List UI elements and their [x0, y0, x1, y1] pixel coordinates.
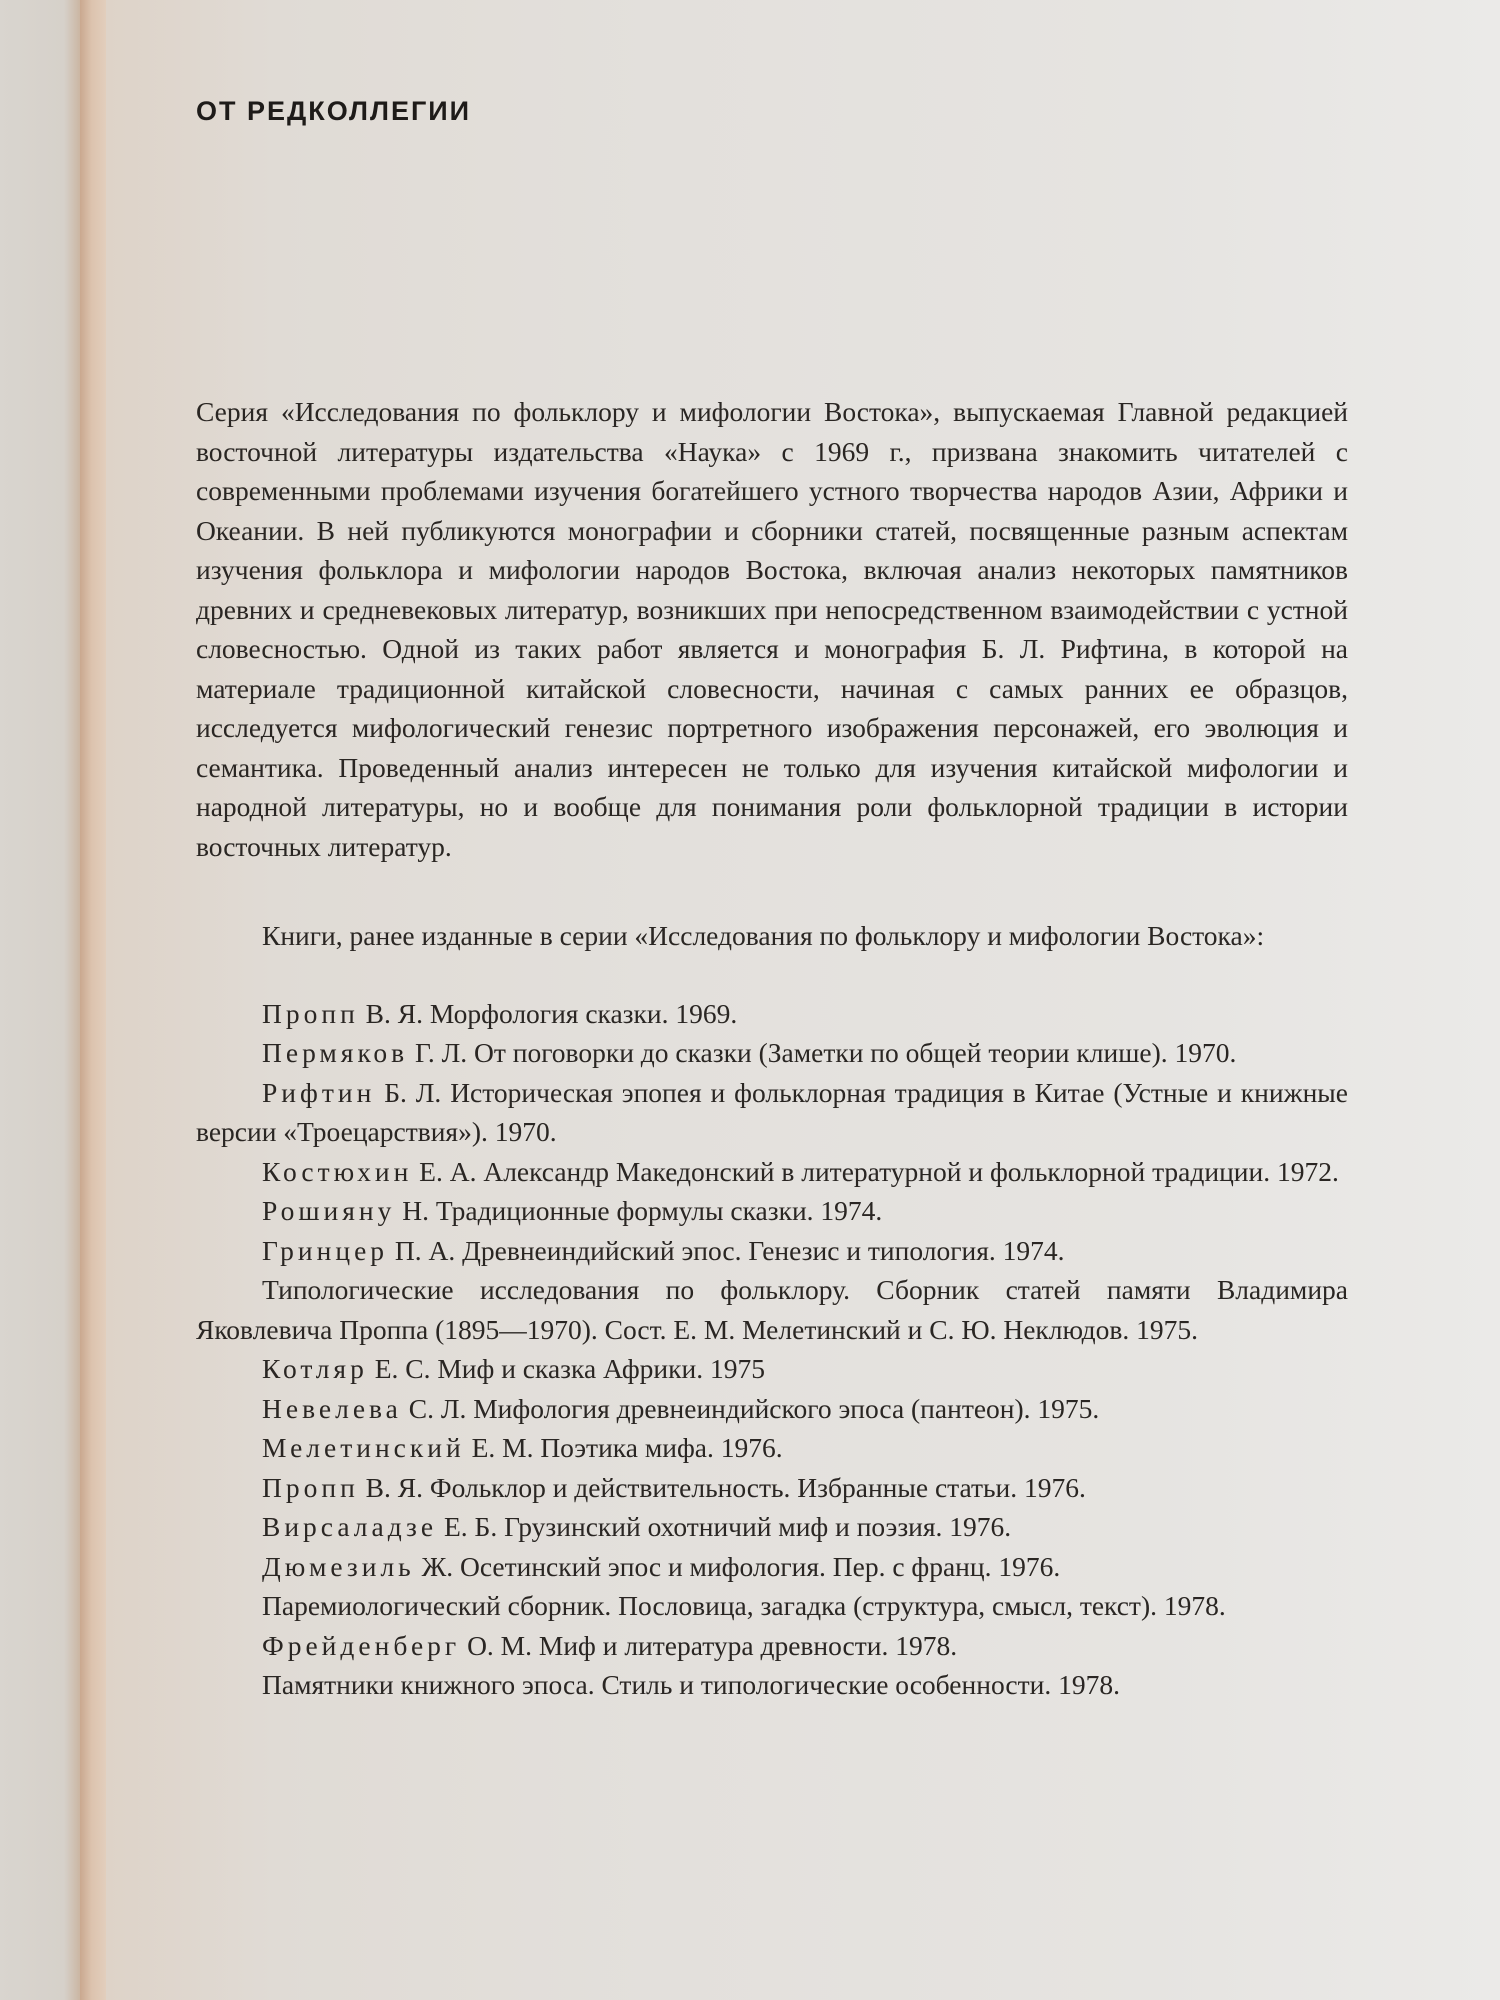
- book-details: Б. Л. Историческая эпопея и фольклорная традиция в Китае (Устные и книжные версии «Троецарствия»). 1970.: [196, 1076, 1348, 1147]
- book-details: Е. А. Александр Македонский в литературной и фольклорной традиции. 1972.: [412, 1155, 1339, 1187]
- book-author: Невелева: [262, 1392, 402, 1424]
- book-author: Котляр: [262, 1353, 368, 1384]
- book-entry: [196, 1349, 1348, 1389]
- book-entry: [196, 1231, 1348, 1271]
- book-entry: [196, 1389, 1348, 1429]
- book-author: Рифтин: [262, 1076, 376, 1108]
- book-details: Типологические исследования по фольклору. Сборник статей памяти Владимира Яковлевича Проппа (1895—1970). Сост. Е. М. Мелетинский и С. Ю. Неклюдов. 1975.: [196, 1274, 1348, 1345]
- book-entry: [196, 1665, 1348, 1705]
- book-author: Пропп: [262, 1471, 359, 1503]
- book-author: Костюхин: [262, 1155, 413, 1187]
- book-entry: [196, 1033, 1348, 1073]
- book-details: Памятники книжного эпоса. Стиль и типологические особенности. 1978.: [262, 1669, 1120, 1700]
- book-details: В. Я. Фольклор и действительность. Избранные статьи. 1976.: [358, 1471, 1086, 1503]
- page-heading: ОТ РЕДКОЛЛЕГИИ: [196, 96, 472, 126]
- book-list: [196, 994, 1348, 1705]
- book-details: С. Л. Мифология древнеиндийского эпоса (пантеон). 1975.: [401, 1392, 1100, 1424]
- book-gutter: [80, 0, 106, 2000]
- book-author: Гринцер: [262, 1234, 389, 1266]
- book-author: Вирсаладзе: [262, 1511, 438, 1542]
- book-entry: [196, 1586, 1348, 1626]
- book-details: Н. Традиционные формулы сказки. 1974.: [395, 1195, 883, 1226]
- book-entry: [196, 1073, 1348, 1152]
- page-content: [196, 392, 1348, 1705]
- book-details: Г. Л. От поговорки до сказки (Заметки по общей теории клише). 1970.: [408, 1037, 1237, 1068]
- book-entry: [196, 1191, 1348, 1231]
- book-author: Фрейденберг: [262, 1629, 461, 1661]
- books-intro: Книги, ранее изданные в серии «Исследования по фольклору и мифологии Востока»:: [262, 920, 1265, 951]
- book-entry: [196, 1626, 1348, 1666]
- book-details: В. Я. Морфология сказки. 1969.: [358, 997, 738, 1029]
- book-author: Мелетинский: [262, 1432, 465, 1463]
- book-details: О. М. Миф и литература древности. 1978.: [460, 1629, 958, 1661]
- book-author: Пропп: [262, 997, 359, 1029]
- book-author: Дюмезиль: [262, 1550, 415, 1582]
- book-details: Е. М. Поэтика мифа. 1976.: [464, 1432, 783, 1463]
- book-details: Е. Б. Грузинский охотничий миф и поэзия. 1976.: [437, 1511, 1012, 1542]
- book-author: Пермяков: [262, 1037, 409, 1068]
- book-entry: [196, 1152, 1348, 1192]
- book-entry: [196, 1270, 1348, 1349]
- book-author: Рошияну: [262, 1195, 396, 1226]
- book-entry: [196, 1507, 1348, 1547]
- book-details: П. А. Древнеиндийский эпос. Генезис и типология. 1974.: [388, 1234, 1065, 1266]
- book-details: Е. С. Миф и сказка Африки. 1975: [367, 1353, 765, 1384]
- book-details: Ж. Осетинский эпос и мифология. Пер. с франц. 1976.: [414, 1550, 1061, 1582]
- book-details: Паремиологический сборник. Пословица, загадка (структура, смысл, текст). 1978.: [262, 1590, 1226, 1621]
- intro-paragraph: Серия «Исследования по фольклору и мифологии Востока», выпускаемая Главной редакцией восточной литературы издательства «Наука» с 1969 г., призвана знакомить читателей с современными проблемами изучения богатейшего устного творчества народов Азии, Африки и Океании. В ней публикуются монографии и сборники статей, посвященные разным аспектам изучения фольклора и мифологии народов Востока, включая анализ некоторых памятников древних и средневековых литератур, возникших при непосредственном взаимодействии с устной словесностью. Одной из таких работ является и монография Б. Л. Рифтина, в которой на материале традиционной китайской словесности, начиная с самых ранних ее образцов, исследуется мифологический генезис портретного изображения персонажей, его эволюция и семантика. Проведенный анализ интересен не только для изучения китайской мифологии и народной литературы, но и вообще для понимания роли фольклорной традиции в истории восточных литератур.: [196, 396, 1348, 862]
- book-entry: [196, 1547, 1348, 1587]
- book-entry: [196, 1428, 1348, 1468]
- book-entry: [196, 994, 1348, 1034]
- book-entry: [196, 1468, 1348, 1508]
- facing-page-edge: [0, 0, 80, 2000]
